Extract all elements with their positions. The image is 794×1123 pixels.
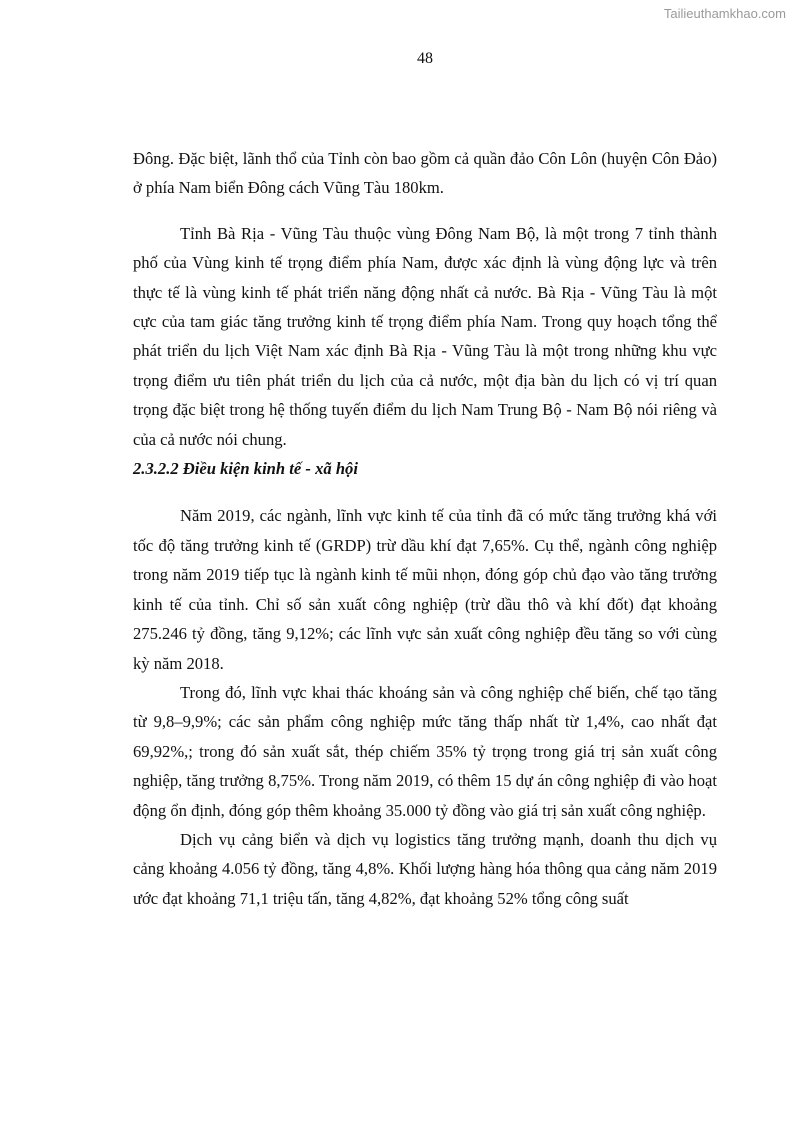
watermark: Tailieuthamkhao.com (663, 6, 786, 21)
document-body (133, 144, 717, 913)
section-heading: 2.3.2.2 Điều kiện kinh tế - xã hội (133, 459, 358, 479)
paragraph-province-overview: Tỉnh Bà Rịa - Vũng Tàu thuộc vùng Đông Nam Bộ, là một trong 7 tỉnh thành phố của Vùng kinh tế trọng điểm phía Nam, được xác định là vùng động lực và trên thực tế là vùng kinh tế phát triển năng động nhất cả nước. Bà Rịa - Vũng Tàu là một cực của tam giác tăng trưởng kinh tế trọng điểm phía Nam. Trong quy hoạch tổng thể phát triển du lịch Việt Nam xác định Bà Rịa - Vũng Tàu là một trong những khu vực trọng điểm ưu tiên phát triển du lịch của cả nước, một địa bàn du lịch có vị trí quan trọng đặc biệt trong hệ thống tuyến điểm du lịch Nam Trung Bộ - Nam Bộ nói riêng và của cả nước nói chung. (133, 223, 717, 449)
page-number: 48 (417, 50, 433, 67)
paragraph-industry-details: Trong đó, lĩnh vực khai thác khoáng sản và công nghiệp chế biến, chế tạo tăng từ 9,8–9,9%; các sản phẩm công nghiệp mức tăng thấp nhất từ 1,4%, cao nhất đạt 69,92%,; trong đó sản xuất sắt, thép chiếm 35% tỷ trọng trong giá trị sản xuất công nghiệp, tăng trưởng 8,75%. Trong năm 2019, có thêm 15 dự án công nghiệp đi vào hoạt động ổn định, đóng góp thêm khoảng 35.000 tỷ đồng vào giá trị sản xuất công nghiệp. (133, 682, 717, 820)
paragraph-continuation: Đông. Đặc biệt, lãnh thổ của Tỉnh còn bao gồm cả quần đảo Côn Lôn (huyện Côn Đảo) ở phía Nam biển Đông cách Vũng Tàu 180km. (133, 149, 717, 198)
paragraph-economic-growth: Năm 2019, các ngành, lĩnh vực kinh tế của tỉnh đã có mức tăng trưởng khá với tốc độ tăng trưởng kinh tế (GRDP) trừ dầu khí đạt 7,65%. Cụ thể, ngành công nghiệp trong năm 2019 tiếp tục là ngành kinh tế mũi nhọn, đóng góp chủ đạo vào tăng trưởng kinh tế của tỉnh. Chỉ số sản xuất công nghiệp (trừ dầu thô và khí đốt) đạt khoảng 275.246 tỷ đồng, tăng 9,12%; các lĩnh vực sản xuất công nghiệp đều tăng so với cùng kỳ năm 2018. (133, 506, 717, 673)
paragraph-port-logistics: Dịch vụ cảng biển và dịch vụ logistics tăng trưởng mạnh, doanh thu dịch vụ cảng khoảng 4.056 tỷ đồng, tăng 4,8%. Khối lượng hàng hóa thông qua cảng năm 2019 ước đạt khoảng 71,1 triệu tấn, tăng 4,82%, đạt khoảng 52% tổng công suất (133, 829, 717, 908)
